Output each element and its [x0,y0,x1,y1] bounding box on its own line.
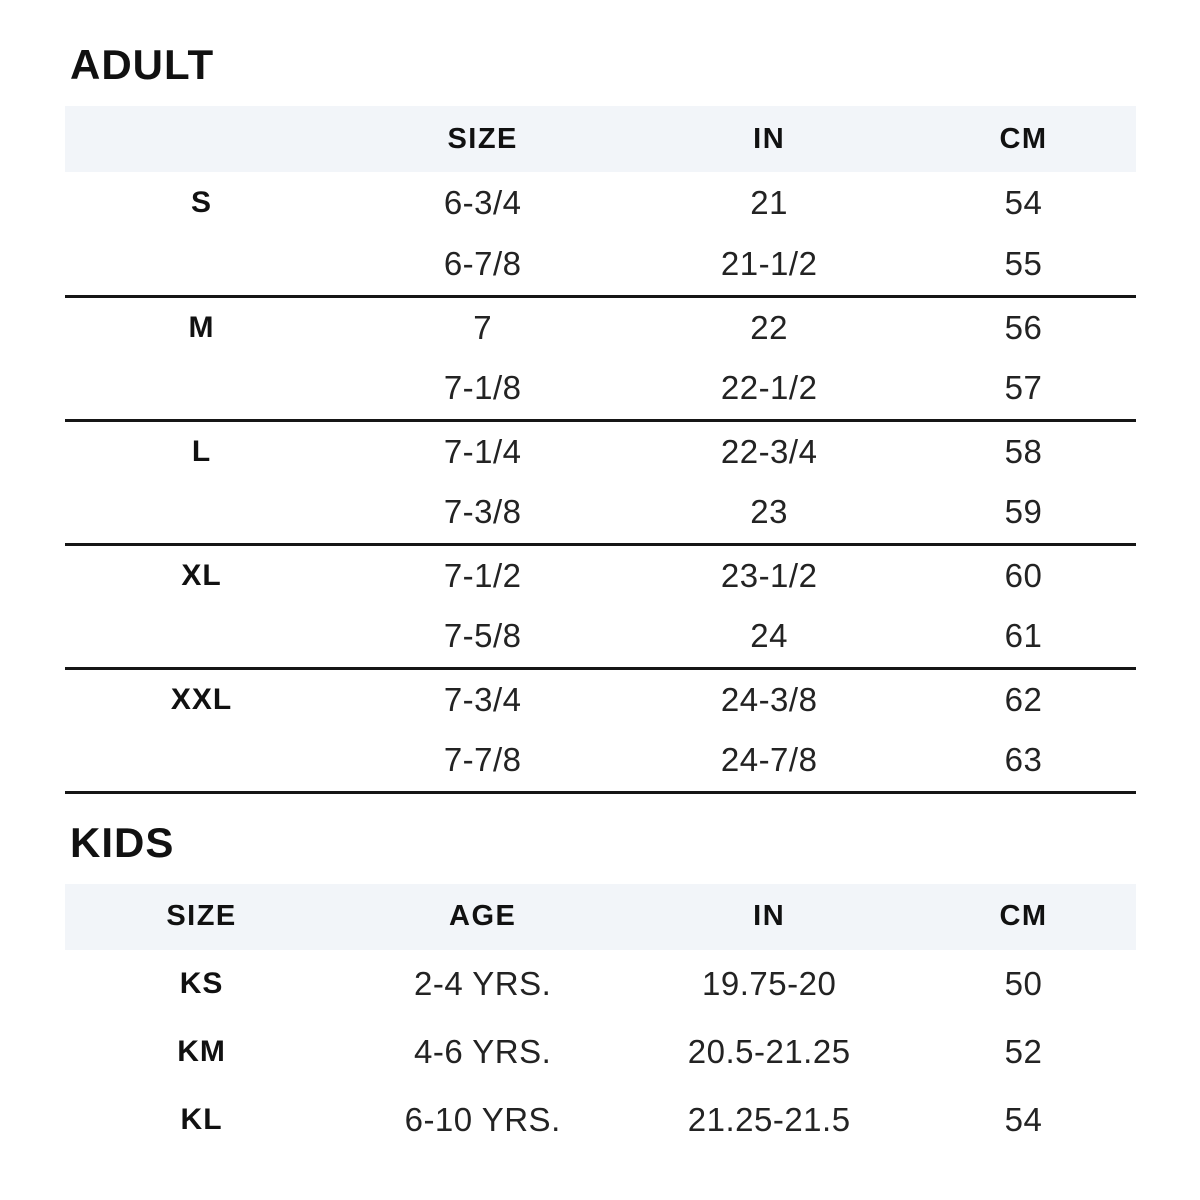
kids-header-cm: CM [911,884,1136,950]
adult-size-row [65,234,1136,296]
age-value: 2-4 YRS. [414,964,552,1002]
inches-value: 21-1/2 [627,234,911,296]
kids-size-row [65,950,1136,1018]
inches-value: 22 [750,308,789,346]
inches-value: 21.25-21.5 [687,1100,851,1138]
inches-value: 24 [627,606,911,668]
inches-value: 23 [627,482,911,544]
hat-size-value: 6-7/8 [338,234,627,296]
adult-header-size: SIZE [338,106,627,172]
kids-section-title: KIDS [70,818,175,866]
inches-value: 24-7/8 [627,730,911,792]
size-label [65,730,338,792]
inches-value: 24-3/8 [720,680,818,718]
size-label: M [188,310,215,344]
adult-size-row [65,296,1136,358]
adult-header-in: IN [627,106,911,172]
centimeters-value: 58 [1004,432,1043,470]
centimeters-value: 57 [911,358,1136,420]
adult-header-row [65,106,1136,172]
size-label: XXL [170,682,233,716]
kids-size-table [65,884,1136,1154]
hat-size-value: 7-7/8 [338,730,627,792]
centimeters-value: 63 [911,730,1136,792]
size-label: S [191,186,213,219]
adult-size-row [65,606,1136,668]
adult-size-row [65,668,1136,730]
size-label: KS [179,966,224,1000]
centimeters-value: 56 [1004,308,1043,346]
centimeters-value: 59 [911,482,1136,544]
size-label: XL [181,558,222,592]
adult-section [0,41,1200,794]
adult-size-row [65,358,1136,420]
adult-size-row [65,482,1136,544]
size-label [65,234,338,296]
size-label: KL [180,1102,223,1136]
kids-header-size: SIZE [65,884,338,950]
inches-value: 22-1/2 [627,358,911,420]
size-label: KM [177,1034,226,1068]
hat-size-value: 6-3/4 [443,184,522,221]
adult-table-body [65,172,1136,792]
adult-size-row [65,730,1136,792]
centimeters-value: 62 [1004,680,1043,718]
centimeters-value: 60 [1004,556,1043,594]
size-label: L [191,434,212,468]
kids-header-row [65,884,1136,950]
inches-value: 23-1/2 [720,556,818,594]
centimeters-value: 52 [1004,1032,1043,1070]
kids-table-body [65,950,1136,1154]
inches-value: 21 [750,184,789,221]
centimeters-value: 54 [1004,1100,1043,1138]
age-value: 4-6 YRS. [414,1032,552,1070]
kids-table-header [65,884,1136,950]
kids-size-row [65,1086,1136,1154]
adult-size-row [65,420,1136,482]
hat-size-value: 7 [473,308,493,346]
adult-size-row [65,172,1136,234]
adult-section-title: ADULT [70,41,215,88]
adult-size-table [65,106,1136,794]
adult-table-header [65,106,1136,172]
inches-value: 19.75-20 [702,964,837,1002]
hat-size-value: 7-3/8 [338,482,627,544]
hat-size-value: 7-1/4 [443,432,522,470]
kids-header-age: AGE [338,884,627,950]
adult-header-blank [65,106,338,172]
kids-size-row [65,1018,1136,1086]
centimeters-value: 61 [911,606,1136,668]
centimeters-value: 55 [911,234,1136,296]
centimeters-value: 50 [1004,964,1043,1002]
size-label [65,482,338,544]
hat-size-value: 7-1/8 [338,358,627,420]
size-label [65,358,338,420]
inches-value: 20.5-21.25 [687,1032,851,1070]
size-label [65,606,338,668]
adult-header-cm: CM [911,106,1136,172]
adult-size-row [65,544,1136,606]
kids-header-in: IN [627,884,911,950]
inches-value: 22-3/4 [720,432,818,470]
kids-section [0,818,1200,1154]
hat-size-value: 7-1/2 [443,556,522,594]
age-value: 6-10 YRS. [404,1100,561,1138]
centimeters-value: 54 [1004,184,1043,221]
hat-size-value: 7-3/4 [443,680,522,718]
hat-size-value: 7-5/8 [338,606,627,668]
